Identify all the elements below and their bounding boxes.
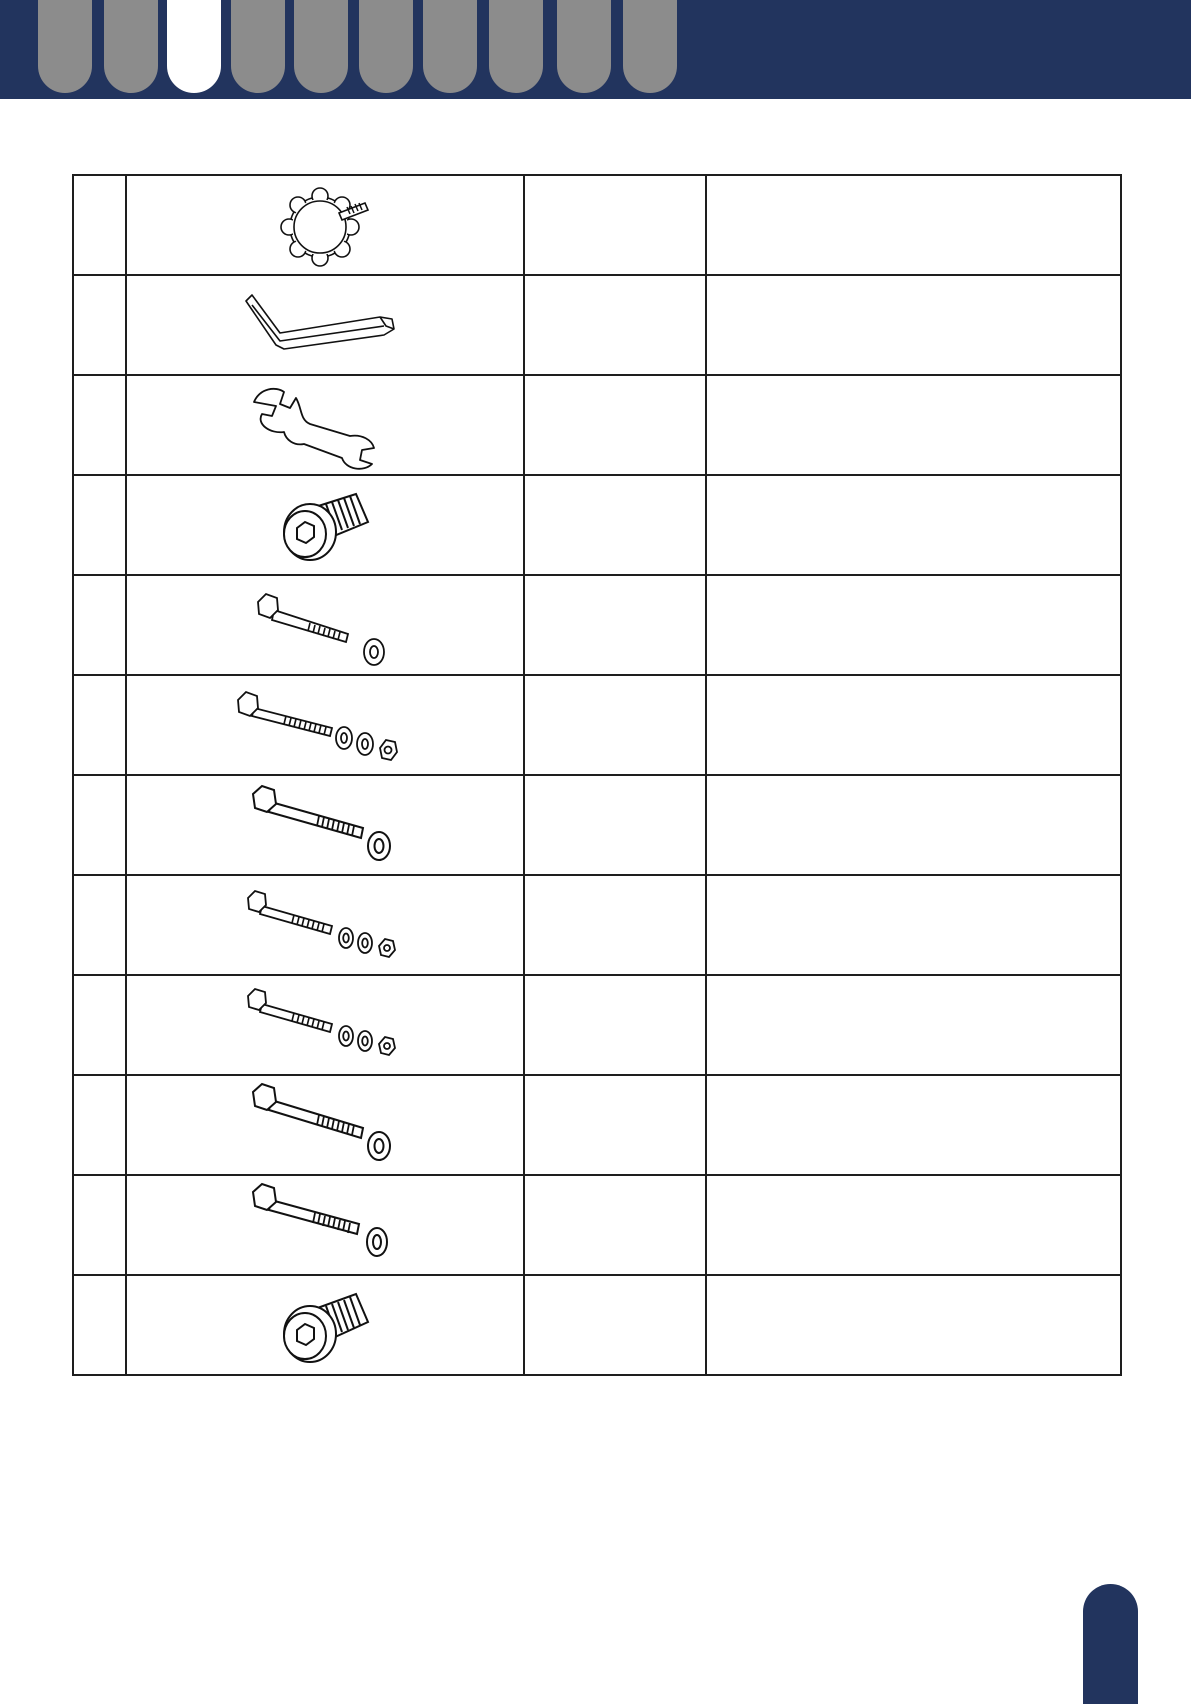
- section-tab-7[interactable]: [423, 0, 477, 93]
- part-description: [706, 275, 1121, 375]
- part-quantity: [524, 1275, 706, 1375]
- part-image: [126, 975, 524, 1075]
- table-row: [73, 375, 1121, 475]
- table-row: [73, 875, 1121, 975]
- table-row: [73, 975, 1121, 1075]
- part-description: [706, 575, 1121, 675]
- part-image: [126, 175, 524, 275]
- section-tab-2[interactable]: [104, 0, 158, 93]
- part-description: [706, 1275, 1121, 1375]
- part-number: [73, 275, 126, 375]
- section-tab-3-active[interactable]: [167, 0, 221, 93]
- table-row: [73, 575, 1121, 675]
- open-wrench-icon: [250, 378, 400, 472]
- part-description: [706, 775, 1121, 875]
- part-description: [706, 875, 1121, 975]
- hex-socket-bolt-icon: [270, 1280, 380, 1370]
- part-description: [706, 475, 1121, 575]
- part-quantity: [524, 1175, 706, 1275]
- part-image: [126, 1075, 524, 1175]
- part-image: [126, 1175, 524, 1275]
- part-quantity: [524, 175, 706, 275]
- section-tab-10[interactable]: [623, 0, 677, 93]
- part-image: [126, 1275, 524, 1375]
- part-image: [126, 575, 524, 675]
- table-row: [73, 275, 1121, 375]
- part-quantity: [524, 375, 706, 475]
- part-number: [73, 975, 126, 1075]
- part-quantity: [524, 575, 706, 675]
- long-bolt-washer-icon: [245, 780, 405, 870]
- part-description: [706, 675, 1121, 775]
- part-image: [126, 275, 524, 375]
- table-row: [73, 1075, 1121, 1175]
- section-tab-5[interactable]: [294, 0, 348, 93]
- long-bolt-washer-icon: [245, 1180, 405, 1270]
- part-number: [73, 175, 126, 275]
- table-row: [73, 675, 1121, 775]
- section-tab-4[interactable]: [231, 0, 285, 93]
- part-number: [73, 375, 126, 475]
- part-quantity: [524, 775, 706, 875]
- part-quantity: [524, 275, 706, 375]
- part-image: [126, 375, 524, 475]
- part-number: [73, 575, 126, 675]
- header-bar: [0, 0, 1191, 99]
- bolt-washers-nut-icon: [240, 880, 410, 970]
- parts-table: [72, 174, 1122, 1376]
- hex-socket-bolt-icon: [270, 480, 380, 570]
- part-number: [73, 875, 126, 975]
- table-row: [73, 775, 1121, 875]
- part-number: [73, 1075, 126, 1175]
- part-quantity: [524, 1075, 706, 1175]
- part-image: [126, 675, 524, 775]
- part-description: [706, 175, 1121, 275]
- section-tab-1[interactable]: [38, 0, 92, 93]
- section-tab-9[interactable]: [557, 0, 611, 93]
- page-number-badge: [1083, 1584, 1138, 1704]
- part-number: [73, 1175, 126, 1275]
- allen-key-icon: [240, 285, 410, 365]
- table-row: [73, 1175, 1121, 1275]
- table-row: [73, 475, 1121, 575]
- table-row: [73, 1275, 1121, 1375]
- bolt-washers-nut-icon: [240, 980, 410, 1070]
- part-quantity: [524, 675, 706, 775]
- bolt-washer-icon: [250, 580, 400, 670]
- part-image: [126, 775, 524, 875]
- long-bolt-washer-icon: [245, 1080, 405, 1170]
- part-description: [706, 1175, 1121, 1275]
- part-number: [73, 475, 126, 575]
- part-description: [706, 375, 1121, 475]
- part-description: [706, 975, 1121, 1075]
- part-image: [126, 475, 524, 575]
- bolt-washers-nut-icon: [230, 680, 420, 770]
- part-number: [73, 675, 126, 775]
- part-quantity: [524, 875, 706, 975]
- section-tab-6[interactable]: [359, 0, 413, 93]
- star-knob-icon: [265, 177, 385, 273]
- part-image: [126, 875, 524, 975]
- part-quantity: [524, 475, 706, 575]
- part-number: [73, 775, 126, 875]
- part-number: [73, 1275, 126, 1375]
- section-tab-8[interactable]: [489, 0, 543, 93]
- part-quantity: [524, 975, 706, 1075]
- part-description: [706, 1075, 1121, 1175]
- table-row: [73, 175, 1121, 275]
